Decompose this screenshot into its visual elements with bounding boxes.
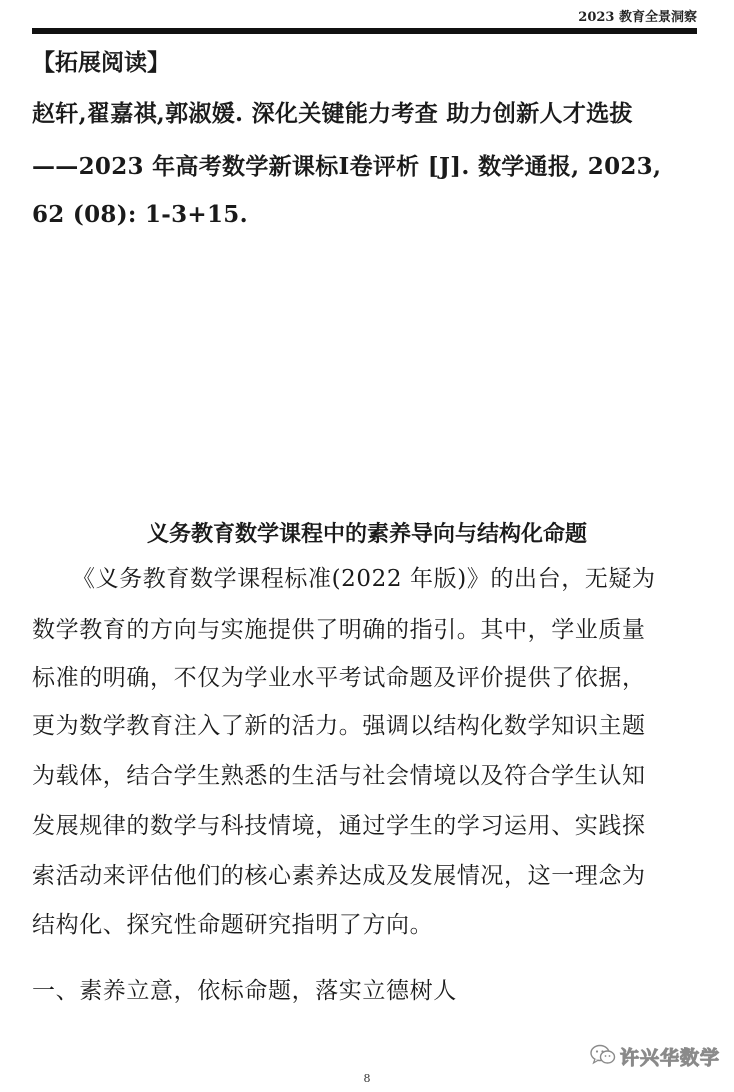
paragraph-line: 更为数学教育注入了新的活力。强调以结构化数学知识主题 (32, 713, 646, 739)
paragraph-line: 标准的明确，不仅为学业水平考试命题及评价提供了依据， (32, 665, 646, 691)
header-rule (32, 28, 697, 34)
paragraph-line: 《义务教育数学课程标准(2022 年版)》的出台，无疑为 (72, 566, 656, 592)
paragraph-line: 发展规律的数学与科技情境，通过学生的学习运用、实践探 (32, 813, 646, 839)
header-title: 2023 教育全景洞察 (578, 10, 697, 25)
wechat-icon (590, 1044, 616, 1070)
page-number: 8 (363, 1072, 371, 1085)
watermark-text: 许兴华数学 (620, 1047, 721, 1069)
paragraph-line: 为载体，结合学生熟悉的生活与社会情境以及符合学生认知 (32, 763, 646, 789)
reading-heading: 【拓展阅读】 (32, 49, 170, 76)
citation-line: 62 (08): 1-3+15. (32, 201, 248, 228)
citation-line: 赵轩,翟嘉祺,郭淑媛. 深化关键能力考查 助力创新人才选拔 (32, 100, 633, 127)
paragraph-line: 索活动来评估他们的核心素养达成及发展情况，这一理念为 (32, 863, 646, 889)
citation-line: ——2023 年高考数学新课标Ⅰ卷评析 [J]. 数学通报, 2023, (32, 153, 662, 180)
article-title: 义务教育数学课程中的素养导向与结构化命题 (146, 521, 587, 547)
paragraph-line: 结构化、探究性命题研究指明了方向。 (32, 912, 434, 938)
watermark (590, 1043, 720, 1070)
paragraph-line: 数学教育的方向与实施提供了明确的指引。其中，学业质量 (32, 617, 646, 643)
section-heading: 一、素养立意，依标命题，落实立德树人 (32, 978, 457, 1004)
